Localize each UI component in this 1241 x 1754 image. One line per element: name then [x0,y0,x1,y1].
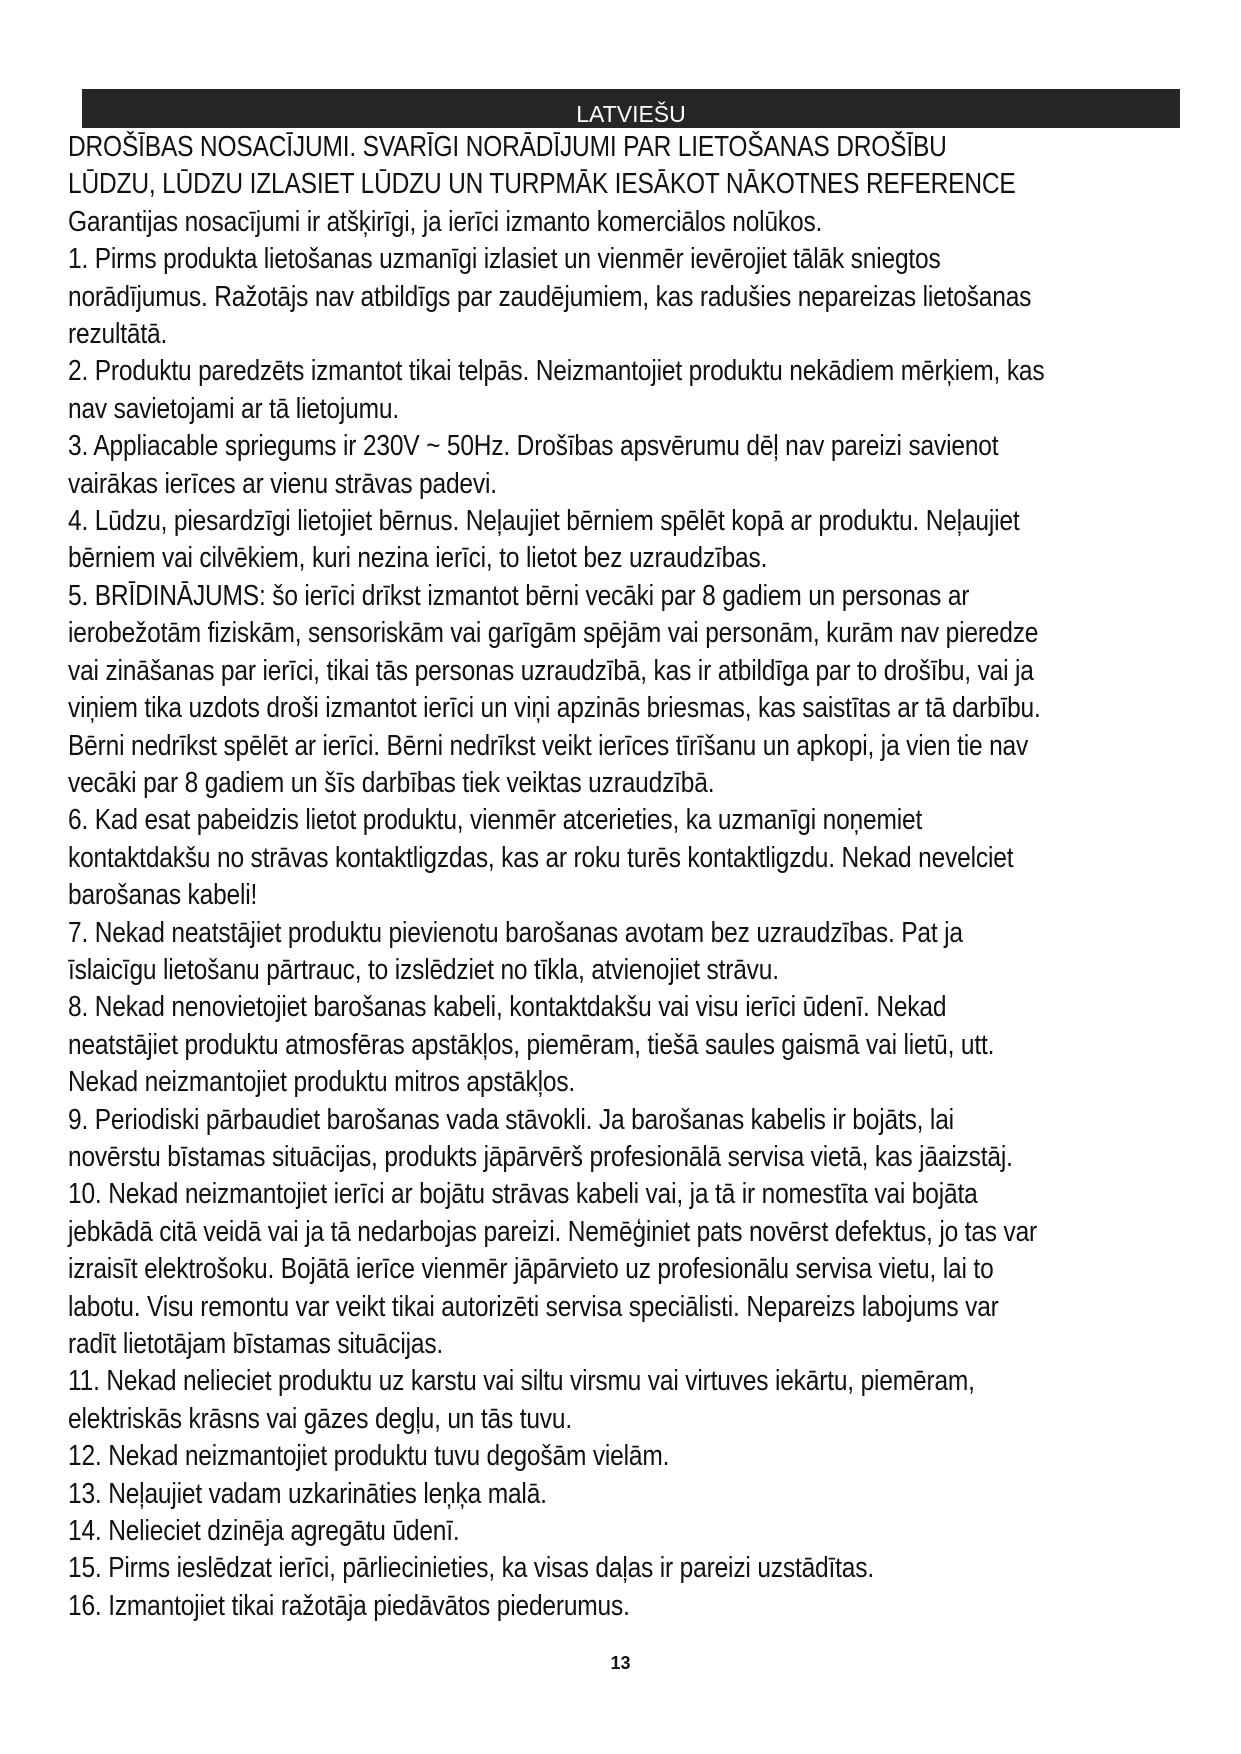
text-line: DROŠĪBAS NOSACĪJUMI. SVARĪGI NORĀDĪJUMI PAR LIETOŠANAS DROŠĪBU [68,131,947,163]
text-line: labotu. Visu remontu var veikt tikai autorizēti servisa speciālisti. Nepareizs labojums var [68,1290,999,1323]
text-line: 6. Kad esat pabeidzis lietot produktu, vienmēr atcerieties, ka uzmanīgi noņemiet [68,804,923,837]
text-line: barošanas kabeli! [68,879,258,912]
text-line: Bērni nedrīkst spēlēt ar ierīci. Bērni nedrīkst veikt ierīces tīrīšanu un apkopi, ja vien tie nav [68,729,1029,762]
text-line: 15. Pirms ieslēdzat ierīci, pārliecinieties, ka visas daļas ir pareizi uzstādītas. [68,1552,874,1585]
text-line: 9. Periodiski pārbaudiet barošanas vada stāvokli. Ja barošanas kabelis ir bojāts, lai [68,1103,954,1136]
text-line: norādījumus. Ražotājs nav atbildīgs par zaudējumiem, kas radušies nepareizas lietošanas [68,280,1032,313]
safety-instructions-text [68,129,1177,1625]
text-line: elektriskās krāsns vai gāzes degļu, un tās tuvu. [68,1402,573,1435]
language-label: LATVIEŠU [576,101,686,127]
page-number: 13 [610,1653,631,1673]
text-line: bērniem vai cilvēkiem, kuri nezina ierīci, to lietot bez uzraudzības. [68,542,768,575]
text-line: 12. Nekad neizmantojiet produktu tuvu degošām vielām. [68,1440,670,1473]
text-line: vecāki par 8 gadiem un šīs darbības tiek veiktas uzraudzībā. [68,766,715,799]
text-line: jebkādā citā veidā vai ja tā nedarbojas pareizi. Nemēģiniet pats novērst defektus, jo tas var [68,1215,1038,1248]
text-line: 8. Nekad nenovietojiet barošanas kabeli, kontaktdakšu vai visu ierīci ūdenī. Nekad [68,991,947,1024]
text-line: 14. Nelieciet dzinēja agregātu ūdenī. [68,1515,460,1548]
text-line: 4. Lūdzu, piesardzīgi lietojiet bērnus. Neļaujiet bērniem spēlēt kopā ar produktu. Neļaujiet [68,505,1020,538]
text-line: nav savietojami ar tā lietojumu. [68,392,399,425]
text-line: kontaktdakšu no strāvas kontaktligzdas, kas ar roku turēs kontaktligzdu. Nekad nevelciet [68,841,1014,874]
text-line: 10. Nekad neizmantojiet ierīci ar bojātu strāvas kabeli vai, ja tā ir nomestīta vai bojāta [68,1178,978,1211]
text-line: rezultātā. [68,318,168,351]
text-line: vai zināšanas par ierīci, tikai tās personas uzraudzībā, kas ir atbildīga par to drošību, vai ja [68,654,1034,687]
text-line: īslaicīgu lietošanu pārtrauc, to izslēdziet no tīkla, atvienojiet strāvu. [68,953,779,986]
text-line: 7. Nekad neatstājiet produktu pievienotu barošanas avotam bez uzraudzības. Pat ja [68,916,963,949]
language-header-bar [82,89,1180,128]
text-line: 1. Pirms produkta lietošanas uzmanīgi izlasiet un vienmēr ievērojiet tālāk sniegtos [68,243,941,276]
text-line: 3. Appliacable spriegums ir 230V ~ 50Hz. Drošības apsvērumu dēļ nav pareizi savienot [68,430,999,463]
text-line: izraisīt elektrošoku. Bojātā ierīce vienmēr jāpārvieto uz profesionālu servisa vietu, lai to [68,1253,994,1286]
text-line: radīt lietotājam bīstamas situācijas. [68,1328,444,1360]
text-line: neatstājiet produktu atmosfēras apstākļos, piemēram, tiešā saules gaismā vai lietū, utt. [68,1028,995,1061]
text-line: Garantijas nosacījumi ir atšķirīgi, ja ierīci izmanto komerciālos nolūkos. [68,205,823,238]
text-line: 2. Produktu paredzēts izmantot tikai telpās. Neizmantojiet produktu nekādiem mērķiem, kas [68,355,1045,388]
text-line: 16. Izmantojiet tikai ražotāja piedāvātos piederumus. [68,1589,630,1622]
text-line: 13. Neļaujiet vadam uzkarināties leņķa malā. [68,1477,547,1510]
text-line: ierobežotām fiziskām, sensoriskām vai garīgām spējām vai personām, kurām nav pieredze [68,617,1039,650]
text-line: vairākas ierīces ar vienu strāvas padevi. [68,467,497,500]
text-line: viņiem tika uzdots droši izmantot ierīci un viņi apzinās briesmas, kas saistītas ar tā darbību. [68,692,1041,725]
text-line: Nekad neizmantojiet produktu mitros apstākļos. [68,1066,576,1099]
text-line: 5. BRĪDINĀJUMS: šo ierīci drīkst izmantot bērni vecāki par 8 gadiem un personas ar [68,579,970,612]
text-line: LŪDZU, LŪDZU IZLASIET LŪDZU UN TURPMĀK IESĀKOT NĀKOTNES REFERENCE [68,168,1016,201]
text-line: novērstu bīstamas situācijas, produkts jāpārvērš profesionālā servisa vietā, kas jāaizstāj. [68,1140,1013,1173]
text-line: 11. Nekad nelieciet produktu uz karstu vai siltu virsmu vai virtuves iekārtu, piemēram, [68,1365,975,1398]
